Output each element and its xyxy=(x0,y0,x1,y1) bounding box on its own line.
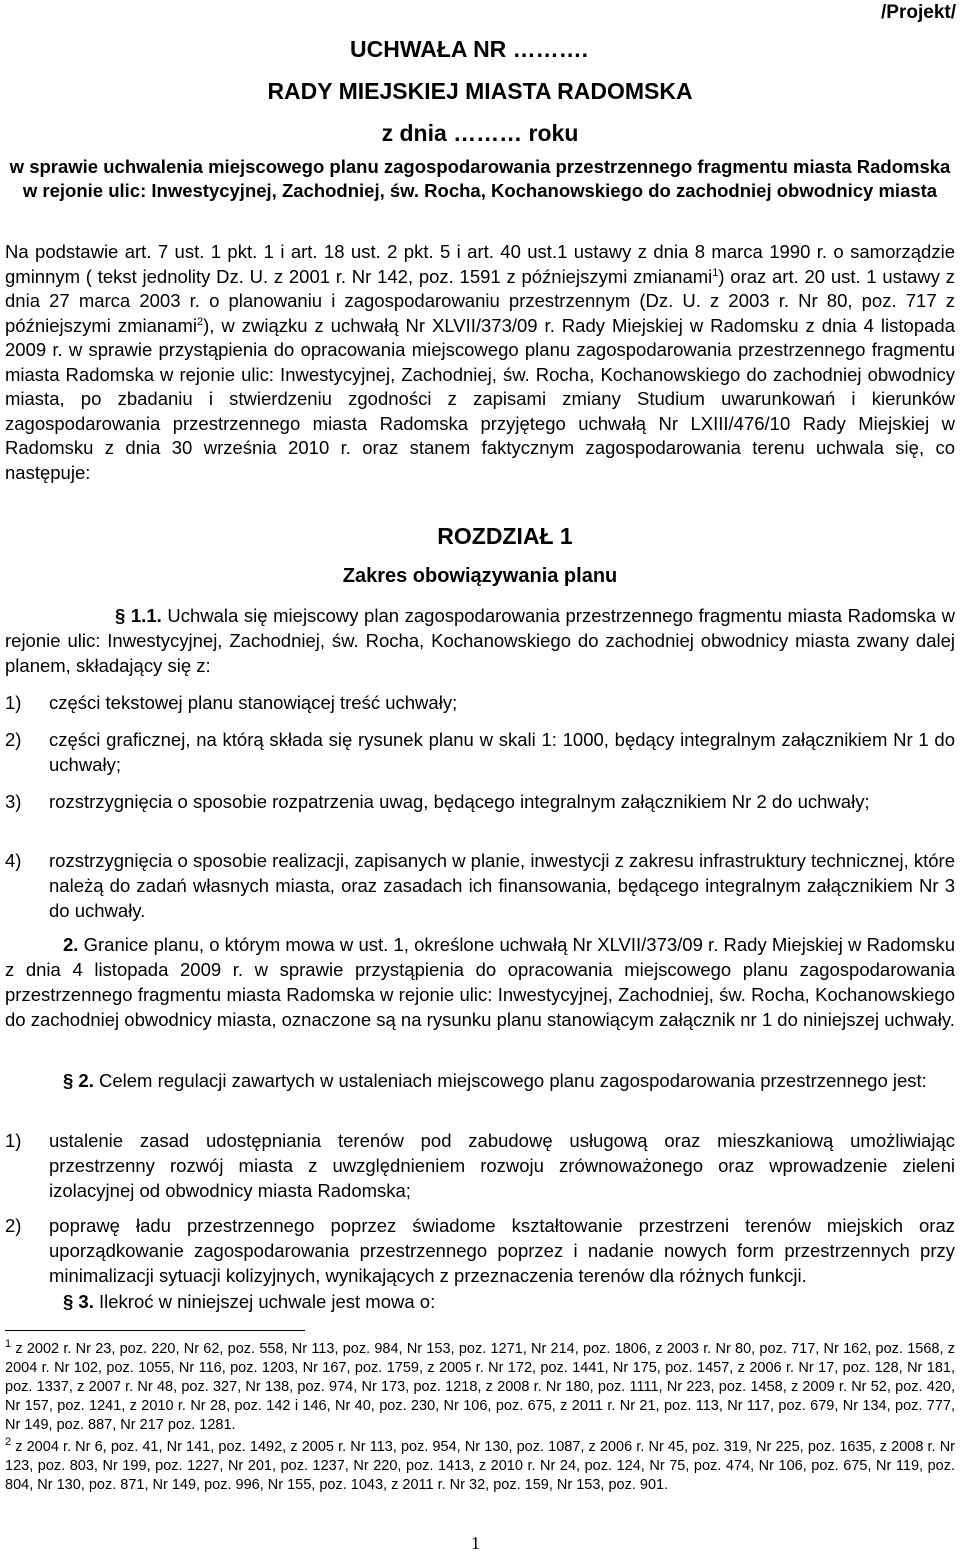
footnote-ref-2[interactable]: 2 xyxy=(197,315,204,328)
section-3-marker: § 3. xyxy=(63,1291,94,1312)
preamble-part-1: Na podstawie art. 7 ust. 1 pkt. 1 i art. 18 ust. 2 pkt. 5 i art. 40 ust.1 ustawy z dnia 8 marca 1990 r. o samorządzie gminnym ( tekst jednolity Dz. U. z 2001 r. Nr 142, poz. 1591 z późniejszymi zmianami xyxy=(5,241,955,287)
list-item-text: części graficznej, na którą składa się rysunek planu w skali 1: 1000, będący integralnym załącznikiem Nr 1 do uchwały; xyxy=(49,729,955,775)
section-1-marker: § 1. xyxy=(115,605,147,626)
list-item-number: 3) xyxy=(5,791,22,812)
list-item-number: 2) xyxy=(5,729,22,750)
section-1-list-item xyxy=(5,848,955,923)
resolution-number: UCHWAŁA NR ………. xyxy=(350,36,589,62)
list-item-number: 1) xyxy=(5,692,22,713)
footnote-ref-1[interactable]: 1 xyxy=(712,266,719,279)
list-item-text: poprawę ładu przestrzennego poprzez świadome kształtowanie przestrzeni terenów miejskich oraz uporządkowanie zagospodarowania przestrzennego poprzez i nadanie nowych form przestrzennych przy minimalizacji sytuacji kolizyjnych, wynikających z przeznaczenia terenów dla różnych funkcji. xyxy=(49,1215,955,1286)
footnote-1-text: z 2002 r. Nr 23, poz. 220, Nr 62, poz. 558, Nr 113, poz. 984, Nr 153, poz. 1271, Nr 214, poz. 1806, z 2003 r. Nr 80, poz. 717, Nr 162, poz. 1568, z 2004 r. Nr 102, poz. 1055, Nr 116, poz. 1203, Nr 167, poz. 1759, z 2005 r. Nr 172, poz. 1441, Nr 175, poz. 1457, z 2006 r. Nr 17, poz. 128, Nr 181, poz. 1337, z 2007 r. Nr 48, poz. 327, Nr 138, poz. 974, Nr 173, poz. 1218, z 2008 r. Nr 180, poz. 1111, Nr 223, poz. 1458, z 2009 r. Nr 52, poz. 420, Nr 157, poz. 1241, z 2010 r. Nr 28, poz. 142 i 146, Nr 40, poz. 230, Nr 106, poz. 675, z 2011 r. Nr 21, poz. 113, Nr 117, poz. 679, Nr 134, poz. 777, Nr 149, poz. 887, Nr 217 poz. 1281. xyxy=(5,1341,955,1433)
resolution-subject: w sprawie uchwalenia miejscowego planu zagospodarowania przestrzennego fragmentu miasta Radomska w rejonie ulic: Inwestycyjnej, Zachodniej, św. Rocha, Kochanowskiego do zachodniej obwodnicy miasta xyxy=(9,156,951,201)
footnote-1-number: 1 xyxy=(5,1338,12,1351)
chapter-title: ROZDZIAŁ 1 xyxy=(437,523,573,549)
section-2-intro xyxy=(5,1068,955,1093)
footnote-separator xyxy=(5,1330,305,1331)
list-item-number: 4) xyxy=(5,850,22,871)
section-2-text: Celem regulacji zawartych w ustaleniach miejscowego planu zagospodarowania przestrzennego jest: xyxy=(93,1070,927,1091)
list-item-text: rozstrzygnięcia o sposobie realizacji, zapisanych w planie, inwestycji z zakresu infrastruktury technicznej, które należą do zadań własnych miasta, oraz zasadach ich finansowania, będącego integralnym załącznikiem Nr 3 do uchwały. xyxy=(49,850,955,921)
footnote-2 xyxy=(5,1438,955,1495)
section-3-intro xyxy=(5,1289,955,1314)
section-1-list-item xyxy=(5,690,955,715)
section-1-list-item xyxy=(5,789,955,814)
list-item-text: części tekstowej planu stanowiącej treść uchwały; xyxy=(49,692,458,713)
section-2-marker: § 2. xyxy=(63,1070,94,1091)
list-item-text: ustalenie zasad udostępniania terenów pod zabudowę usługową oraz mieszkaniową umożliwiając przestrzenny rozwój miasta z uwzględnieniem rozwoju zrównoważonego oraz wprowadzenie zieleni izolacyjnej od obwodnicy miasta Radomska; xyxy=(49,1130,955,1201)
section-1-para-2 xyxy=(5,932,955,1032)
section-3-text: Ilekroć w niniejszej uchwale jest mowa o: xyxy=(93,1291,436,1312)
preamble-part-2: ) oraz art. 20 ust. 1 ustawy z dnia 27 marca 2003 r. o planowaniu i zagospodarowaniu przestrzennym (Dz. U. z 2003 r. Nr 80, poz. 717 z późniejszymi zmianami xyxy=(5,265,955,336)
section-1-para-1-text: Uchwala się miejscowy plan zagospodarowania przestrzennego fragmentu miasta Radomska w rejonie ulic: Inwestycyjnej, Zachodniej, św. Rocha, Kochanowskiego do zachodniej obwodnicy miasta zwany dalej planem, składający się z: xyxy=(5,605,955,676)
preamble xyxy=(5,240,955,485)
section-1-para-1 xyxy=(5,603,955,678)
list-item-number: 2) xyxy=(5,1215,22,1236)
list-item-text: rozstrzygnięcia o sposobie rozpatrzenia uwag, będącego integralnym załącznikiem Nr 2 do uchwały; xyxy=(49,791,870,812)
section-2-list-item xyxy=(5,1128,955,1203)
section-1-para-2-number: 2. xyxy=(63,934,79,955)
section-1-para-1-number: 1. xyxy=(146,605,162,626)
section-1-para-2-text: Granice planu, o którym mowa w ust. 1, określone uchwałą Nr XLVII/373/09 r. Rady Miejskiej w Radomsku z dnia 4 listopada 2009 r. w sprawie przystąpienia do opracowania miejscowego planu zagospodarowania przestrzennego fragmentu miasta Radomska w rejonie ulic: Inwestycyjnej, Zachodniej, św. Rocha, Kochanowskiego do zachodniej obwodnicy miasta, oznaczone są na rysunku planu stanowiącym załącznik nr 1 do niniejszej uchwały. xyxy=(5,934,955,1030)
preamble-part-3: ), w związku z uchwałą Nr XLVII/373/09 r. Rady Miejskiej w Radomsku z dnia 4 listopada 2009 r. w sprawie przystąpienia do opracowania miejscowego planu zagospodarowania przestrzennego fragmentu miasta Radomska w rejonie ulic: Inwestycyjnej, Zachodniej, św. Rocha, Kochanowskiego do zachodniej obwodnicy miasta, po zbadaniu i stwierdzeniu zgodności z zapisami zmiany Studium uwarunkowań i kierunków zagospodarowania przestrzennego miasta Radomska przyjętego uchwałą Nr LXIII/476/10 Rady Miejskiej w Radomsku z dnia 30 września 2010 r. oraz stanem faktycznym zagospodarowania terenu uchwala się, co następuje: xyxy=(5,314,955,483)
draft-status-label: /Projekt/ xyxy=(881,2,956,23)
resolution-date: z dnia ……… roku xyxy=(381,120,579,146)
footnote-2-number: 2 xyxy=(5,1436,12,1449)
list-item-number: 1) xyxy=(5,1130,22,1151)
footnote-2-text: z 2004 r. Nr 6, poz. 41, Nr 141, poz. 1492, z 2005 r. Nr 113, poz. 954, Nr 130, poz. 1087, z 2006 r. Nr 45, poz. 319, Nr 225, poz. 1635, z 2008 r. Nr 123, poz. 803, Nr 199, poz. 1227, Nr 201, poz. 1237, Nr 220, poz. 1413, z 2010 r. Nr 24, poz. 124, Nr 75, poz. 474, Nr 106, poz. 675, Nr 119, poz. 804, Nr 130, poz. 871, Nr 149, poz. 996, Nr 155, poz. 1043, z 2011 r. Nr 32, poz. 159, Nr 153, poz. 901. xyxy=(5,1439,955,1493)
page-number: 1 xyxy=(471,1533,480,1553)
section-2-list-item xyxy=(5,1213,955,1288)
council-name: RADY MIEJSKIEJ MIASTA RADOMSKA xyxy=(267,78,693,104)
chapter-subtitle: Zakres obowiązywania planu xyxy=(342,565,618,587)
footnote-1 xyxy=(5,1340,955,1435)
section-1-list-item xyxy=(5,727,955,777)
